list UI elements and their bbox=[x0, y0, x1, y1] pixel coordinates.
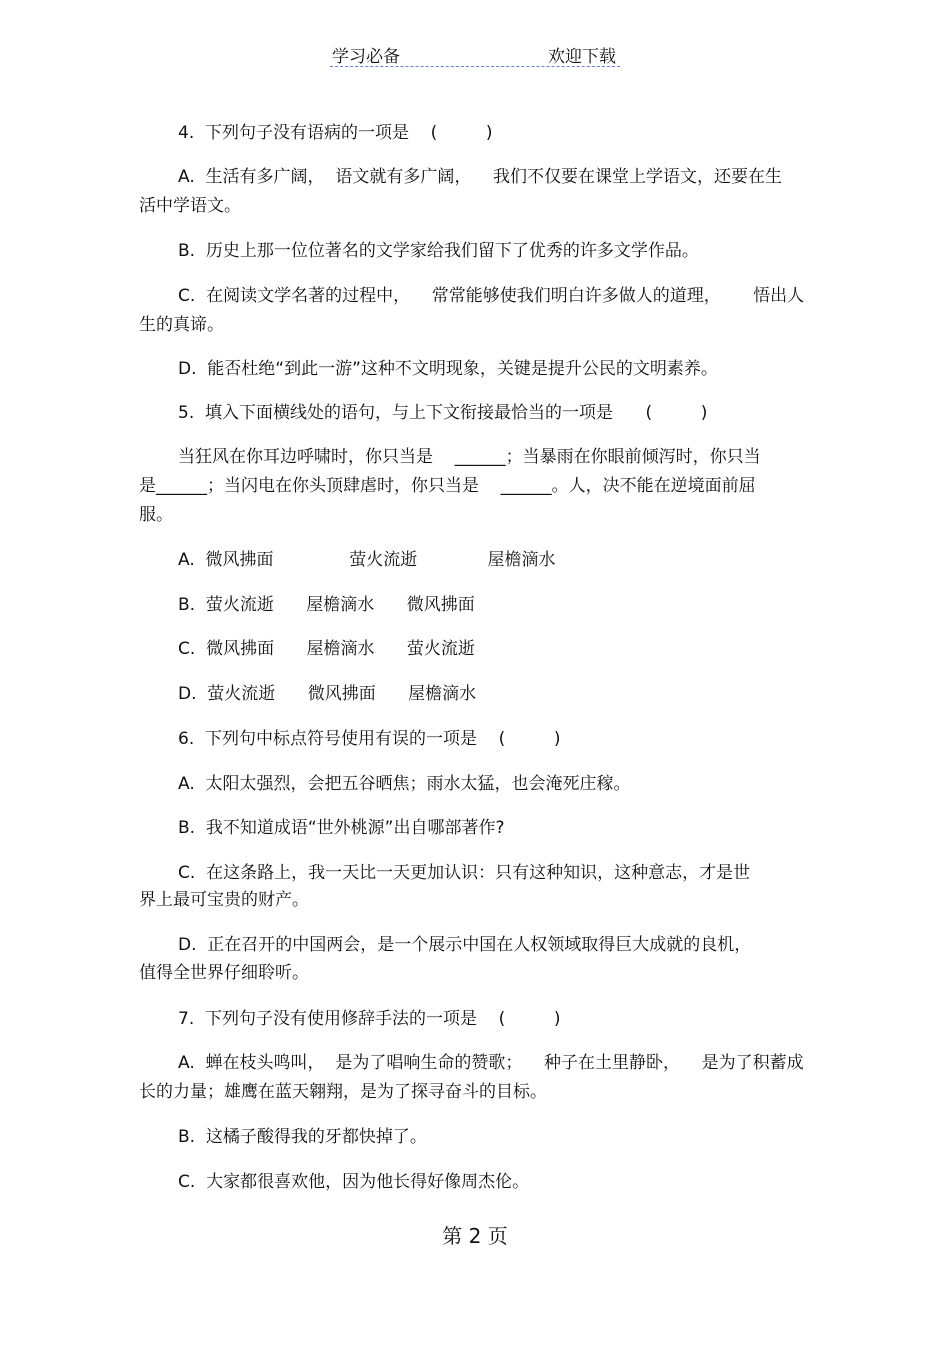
text-line: D. 正在召开的中国两会，是一个展示中国在人权领域取得巨大成就的良机， bbox=[178, 935, 752, 955]
text-line: 4. 下列句子没有语病的一项是 ( ) bbox=[178, 123, 493, 143]
text-line: C. 微风拂面 屋檐滴水 萤火流逝 bbox=[178, 639, 475, 659]
text-line: 是______；当闪电在你头顶肆虐时，你只当是 ______。人，决不能在逆境面前屈 bbox=[139, 476, 756, 496]
header-left-text: 学习必备 bbox=[332, 47, 400, 67]
text-line: C. 大家都很喜欢他，因为他长得好像周杰伦。 bbox=[178, 1172, 530, 1192]
text-line: 值得全世界仔细聆听。 bbox=[139, 963, 309, 983]
text-line: 5. 填入下面横线处的语句，与上下文衔接最恰当的一项是 ( ) bbox=[178, 403, 708, 423]
text-line: B. 历史上那一位位著名的文学家给我们留下了优秀的许多文学作品。 bbox=[178, 241, 699, 261]
text-line: 长的力量；雄鹰在蓝天翱翔，是为了探寻奋斗的目标。 bbox=[139, 1082, 547, 1102]
text-line: 活中学语文。 bbox=[139, 196, 241, 216]
text-line: 当狂风在你耳边呼啸时，你只当是 ______；当暴雨在你眼前倾泻时，你只当 bbox=[178, 447, 761, 467]
text-line: B. 这橘子酸得我的牙都快掉了。 bbox=[178, 1127, 427, 1147]
text-line: D. 萤火流逝 微风拂面 屋檐滴水 bbox=[178, 684, 477, 704]
text-line: A. 微风拂面 萤火流逝 屋檐滴水 bbox=[178, 550, 556, 570]
text-line: 6. 下列句中标点符号使用有误的一项是 ( ) bbox=[178, 729, 561, 749]
text-line: A. 蝉在枝头鸣叫， 是为了唱响生命的赞歌； 种子在土里静卧， 是为了积蓄成 bbox=[178, 1053, 804, 1073]
text-line: 服。 bbox=[139, 505, 173, 525]
text-line: C. 在阅读文学名著的过程中， 常常能够使我们明白许多做人的道理， 悟出人 bbox=[178, 286, 805, 306]
text-line: A. 生活有多广阔， 语文就有多广阔， 我们不仅要在课堂上学语文，还要在生 bbox=[178, 167, 782, 187]
text-line: A. 太阳太强烈，会把五谷晒焦；雨水太猛，也会淹死庄稼。 bbox=[178, 774, 631, 794]
text-line: 生的真谛。 bbox=[139, 315, 224, 335]
text-line: B. 我不知道成语“世外桃源”出自哪部著作? bbox=[178, 818, 505, 838]
page-header bbox=[330, 42, 620, 67]
header-right-text: 欢迎下载 bbox=[548, 47, 616, 67]
text-line: 界上最可宝贵的财产。 bbox=[139, 890, 309, 910]
text-line: C. 在这条路上，我一天比一天更加认识：只有这种知识，这种意志，才是世 bbox=[178, 863, 751, 883]
page-number: 第 2 页 bbox=[442, 1224, 508, 1248]
text-line: B. 萤火流逝 屋檐滴水 微风拂面 bbox=[178, 595, 475, 615]
text-line: 7. 下列句子没有使用修辞手法的一项是 ( ) bbox=[178, 1009, 561, 1029]
text-line: D. 能否杜绝“到此一游”这种不文明现象，关键是提升公民的文明素养。 bbox=[178, 359, 718, 379]
